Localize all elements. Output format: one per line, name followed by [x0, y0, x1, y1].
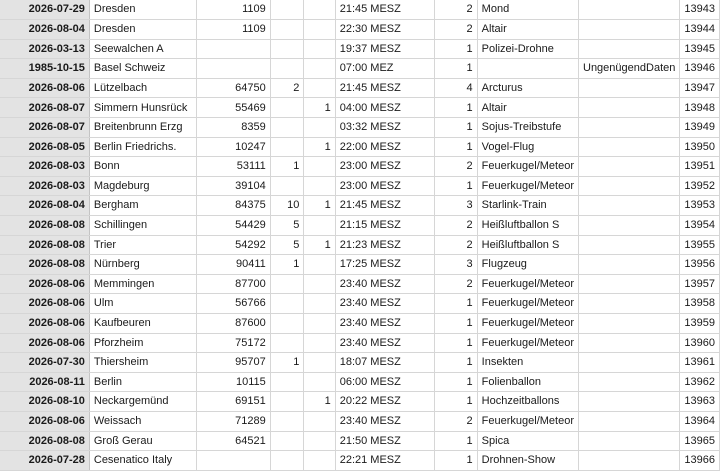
count-b-cell[interactable] — [304, 431, 335, 451]
count-b-cell[interactable] — [304, 39, 335, 59]
object-cell[interactable]: Heißluftballon S — [477, 216, 578, 236]
count-a-cell[interactable] — [270, 59, 304, 79]
count-cell[interactable]: 1 — [434, 353, 477, 373]
date-cell[interactable]: 2026-08-03 — [0, 176, 89, 196]
place-cell[interactable]: Trier — [89, 235, 196, 255]
time-cell[interactable]: 17:25 MESZ — [335, 255, 434, 275]
count-b-cell[interactable]: 1 — [304, 137, 335, 157]
postal-code-cell[interactable]: 64750 — [197, 78, 270, 98]
id-cell[interactable]: 13948 — [680, 98, 720, 118]
note-cell[interactable] — [579, 431, 680, 451]
object-cell[interactable]: Folienballon — [477, 372, 578, 392]
count-a-cell[interactable] — [270, 294, 304, 314]
note-cell[interactable] — [579, 353, 680, 373]
object-cell[interactable]: Altair — [477, 20, 578, 40]
note-cell[interactable] — [579, 20, 680, 40]
count-a-cell[interactable] — [270, 0, 304, 20]
time-cell[interactable]: 23:40 MESZ — [335, 294, 434, 314]
table-row — [0, 314, 720, 334]
date-cell[interactable]: 2026-08-06 — [0, 333, 89, 353]
count-b-cell[interactable]: 1 — [304, 392, 335, 412]
note-cell[interactable] — [579, 78, 680, 98]
time-cell[interactable]: 07:00 MEZ — [335, 59, 434, 79]
table-row — [0, 411, 720, 431]
note-cell[interactable] — [579, 98, 680, 118]
postal-code-cell[interactable]: 90411 — [197, 255, 270, 275]
count-cell[interactable]: 1 — [434, 314, 477, 334]
time-cell[interactable]: 23:40 MESZ — [335, 314, 434, 334]
date-cell[interactable]: 2026-08-06 — [0, 274, 89, 294]
count-a-cell[interactable]: 10 — [270, 196, 304, 216]
time-cell[interactable]: 19:37 MESZ — [335, 39, 434, 59]
time-cell[interactable]: 21:45 MESZ — [335, 0, 434, 20]
table-row — [0, 274, 720, 294]
count-cell[interactable]: 2 — [434, 274, 477, 294]
object-cell[interactable]: Spica — [477, 431, 578, 451]
place-cell[interactable]: Cesenatico Italy — [89, 451, 196, 471]
table-row — [0, 451, 720, 471]
object-cell[interactable] — [477, 59, 578, 79]
date-cell[interactable]: 2026-08-07 — [0, 98, 89, 118]
count-b-cell[interactable] — [304, 274, 335, 294]
count-cell[interactable]: 2 — [434, 235, 477, 255]
postal-code-cell[interactable] — [197, 59, 270, 79]
id-cell[interactable]: 13960 — [680, 333, 720, 353]
object-cell[interactable]: Polizei-Drohne — [477, 39, 578, 59]
count-a-cell[interactable] — [270, 431, 304, 451]
count-a-cell[interactable] — [270, 137, 304, 157]
date-cell[interactable]: 2026-03-13 — [0, 39, 89, 59]
date-cell[interactable]: 2026-08-10 — [0, 392, 89, 412]
id-cell[interactable]: 13965 — [680, 431, 720, 451]
count-b-cell[interactable] — [304, 333, 335, 353]
note-cell[interactable] — [579, 274, 680, 294]
count-cell[interactable]: 2 — [434, 411, 477, 431]
count-b-cell[interactable] — [304, 0, 335, 20]
object-cell[interactable]: Feuerkugel/Meteor — [477, 333, 578, 353]
postal-code-cell[interactable]: 84375 — [197, 196, 270, 216]
count-a-cell[interactable] — [270, 176, 304, 196]
id-cell[interactable]: 13947 — [680, 78, 720, 98]
time-cell[interactable]: 03:32 MESZ — [335, 118, 434, 138]
count-b-cell[interactable] — [304, 411, 335, 431]
object-cell[interactable]: Arcturus — [477, 78, 578, 98]
date-cell[interactable]: 2026-08-08 — [0, 235, 89, 255]
count-b-cell[interactable] — [304, 372, 335, 392]
count-a-cell[interactable]: 5 — [270, 216, 304, 236]
count-b-cell[interactable] — [304, 176, 335, 196]
date-cell[interactable]: 2026-07-29 — [0, 0, 89, 20]
postal-code-cell[interactable]: 75172 — [197, 333, 270, 353]
table-row — [0, 255, 720, 275]
postal-code-cell[interactable]: 53111 — [197, 157, 270, 177]
place-cell[interactable]: Simmern Hunsrück — [89, 98, 196, 118]
postal-code-cell[interactable]: 55469 — [197, 98, 270, 118]
object-cell[interactable]: Mond — [477, 0, 578, 20]
time-cell[interactable]: 21:45 MESZ — [335, 196, 434, 216]
id-cell[interactable]: 13944 — [680, 20, 720, 40]
time-cell[interactable]: 22:00 MESZ — [335, 137, 434, 157]
object-cell[interactable]: Feuerkugel/Meteor — [477, 157, 578, 177]
place-cell[interactable]: Ulm — [89, 294, 196, 314]
time-cell[interactable]: 22:30 MESZ — [335, 20, 434, 40]
place-cell[interactable]: Dresden — [89, 0, 196, 20]
time-cell[interactable]: 23:40 MESZ — [335, 274, 434, 294]
count-b-cell[interactable] — [304, 78, 335, 98]
postal-code-cell[interactable]: 54429 — [197, 216, 270, 236]
count-cell[interactable]: 1 — [434, 176, 477, 196]
object-cell[interactable]: Feuerkugel/Meteor — [477, 294, 578, 314]
object-cell[interactable]: Sojus-Treibstufe — [477, 118, 578, 138]
count-b-cell[interactable]: 1 — [304, 98, 335, 118]
time-cell[interactable]: 23:40 MESZ — [335, 333, 434, 353]
count-b-cell[interactable] — [304, 59, 335, 79]
place-cell[interactable]: Neckargemünd — [89, 392, 196, 412]
place-cell[interactable]: Bergham — [89, 196, 196, 216]
postal-code-cell[interactable]: 8359 — [197, 118, 270, 138]
place-cell[interactable]: Groß Gerau — [89, 431, 196, 451]
object-cell[interactable]: Flugzeug — [477, 255, 578, 275]
object-cell[interactable]: Feuerkugel/Meteor — [477, 274, 578, 294]
postal-code-cell[interactable] — [197, 39, 270, 59]
note-cell[interactable] — [579, 372, 680, 392]
postal-code-cell[interactable]: 69151 — [197, 392, 270, 412]
postal-code-cell[interactable]: 87600 — [197, 314, 270, 334]
postal-code-cell[interactable]: 39104 — [197, 176, 270, 196]
note-cell[interactable] — [579, 235, 680, 255]
date-cell[interactable]: 2026-08-08 — [0, 431, 89, 451]
table-row — [0, 0, 720, 20]
id-cell[interactable]: 13945 — [680, 39, 720, 59]
count-b-cell[interactable] — [304, 451, 335, 471]
table-row — [0, 176, 720, 196]
note-cell[interactable] — [579, 392, 680, 412]
object-cell[interactable]: Feuerkugel/Meteor — [477, 176, 578, 196]
date-cell[interactable]: 2026-08-05 — [0, 137, 89, 157]
id-cell[interactable]: 13959 — [680, 314, 720, 334]
note-cell[interactable] — [579, 216, 680, 236]
note-cell[interactable]: UngenügendDaten — [579, 59, 680, 79]
count-a-cell[interactable]: 1 — [270, 353, 304, 373]
count-b-cell[interactable] — [304, 157, 335, 177]
table-row — [0, 216, 720, 236]
note-cell[interactable] — [579, 333, 680, 353]
table-row — [0, 59, 720, 79]
date-cell[interactable]: 2026-08-11 — [0, 372, 89, 392]
table-row — [0, 118, 720, 138]
object-cell[interactable]: Feuerkugel/Meteor — [477, 314, 578, 334]
time-cell[interactable]: 21:23 MESZ — [335, 235, 434, 255]
note-cell[interactable] — [579, 294, 680, 314]
postal-code-cell[interactable]: 1109 — [197, 0, 270, 20]
place-cell[interactable]: Thiersheim — [89, 353, 196, 373]
date-cell[interactable]: 2026-08-06 — [0, 78, 89, 98]
date-cell[interactable]: 2026-07-28 — [0, 451, 89, 471]
table-row — [0, 39, 720, 59]
place-cell[interactable]: Nürnberg — [89, 255, 196, 275]
id-cell[interactable]: 13953 — [680, 196, 720, 216]
count-a-cell[interactable] — [270, 98, 304, 118]
count-cell[interactable]: 1 — [434, 294, 477, 314]
place-cell[interactable]: Breitenbrunn Erzg — [89, 118, 196, 138]
table-row — [0, 392, 720, 412]
id-cell[interactable]: 13951 — [680, 157, 720, 177]
time-cell[interactable]: 04:00 MESZ — [335, 98, 434, 118]
table-row — [0, 333, 720, 353]
id-cell[interactable]: 13952 — [680, 176, 720, 196]
id-cell[interactable]: 13956 — [680, 255, 720, 275]
place-cell[interactable]: Schillingen — [89, 216, 196, 236]
count-a-cell[interactable] — [270, 392, 304, 412]
count-a-cell[interactable] — [270, 118, 304, 138]
place-cell[interactable]: Lützelbach — [89, 78, 196, 98]
count-b-cell[interactable]: 1 — [304, 235, 335, 255]
date-cell[interactable]: 2026-08-07 — [0, 118, 89, 138]
count-b-cell[interactable] — [304, 294, 335, 314]
count-cell[interactable]: 2 — [434, 0, 477, 20]
date-cell[interactable]: 2026-07-30 — [0, 353, 89, 373]
object-cell[interactable]: Drohnen-Show — [477, 451, 578, 471]
count-cell[interactable]: 4 — [434, 78, 477, 98]
table-row — [0, 20, 720, 40]
table-row — [0, 157, 720, 177]
table-row — [0, 235, 720, 255]
table-row — [0, 431, 720, 451]
count-a-cell[interactable] — [270, 333, 304, 353]
id-cell[interactable]: 13963 — [680, 392, 720, 412]
table-row — [0, 196, 720, 216]
id-cell[interactable]: 13957 — [680, 274, 720, 294]
place-cell[interactable]: Berlin — [89, 372, 196, 392]
count-cell[interactable]: 1 — [434, 98, 477, 118]
count-cell[interactable]: 1 — [434, 333, 477, 353]
count-a-cell[interactable] — [270, 39, 304, 59]
place-cell[interactable]: Magdeburg — [89, 176, 196, 196]
id-cell[interactable]: 13964 — [680, 411, 720, 431]
date-cell[interactable]: 2026-08-06 — [0, 294, 89, 314]
time-cell[interactable]: 23:00 MESZ — [335, 157, 434, 177]
time-cell[interactable]: 23:00 MESZ — [335, 176, 434, 196]
note-cell[interactable] — [579, 39, 680, 59]
object-cell[interactable]: Hochzeitballons — [477, 392, 578, 412]
id-cell[interactable]: 13961 — [680, 353, 720, 373]
time-cell[interactable]: 21:15 MESZ — [335, 216, 434, 236]
count-b-cell[interactable] — [304, 314, 335, 334]
place-cell[interactable]: Memmingen — [89, 274, 196, 294]
note-cell[interactable] — [579, 0, 680, 20]
count-cell[interactable]: 2 — [434, 20, 477, 40]
time-cell[interactable]: 21:45 MESZ — [335, 78, 434, 98]
place-cell[interactable]: Pforzheim — [89, 333, 196, 353]
count-a-cell[interactable] — [270, 372, 304, 392]
count-a-cell[interactable] — [270, 411, 304, 431]
note-cell[interactable] — [579, 196, 680, 216]
count-cell[interactable]: 2 — [434, 216, 477, 236]
id-cell[interactable]: 13950 — [680, 137, 720, 157]
count-a-cell[interactable] — [270, 451, 304, 471]
count-b-cell[interactable] — [304, 20, 335, 40]
id-cell[interactable]: 13966 — [680, 451, 720, 471]
object-cell[interactable]: Starlink-Train — [477, 196, 578, 216]
count-b-cell[interactable] — [304, 216, 335, 236]
time-cell[interactable]: 18:07 MESZ — [335, 353, 434, 373]
date-cell[interactable]: 2026-08-06 — [0, 411, 89, 431]
date-cell[interactable]: 2026-08-08 — [0, 255, 89, 275]
object-cell[interactable]: Feuerkugel/Meteor — [477, 411, 578, 431]
id-cell[interactable]: 13955 — [680, 235, 720, 255]
object-cell[interactable]: Heißluftballon S — [477, 235, 578, 255]
count-a-cell[interactable] — [270, 20, 304, 40]
postal-code-cell[interactable]: 10247 — [197, 137, 270, 157]
table-row — [0, 294, 720, 314]
count-cell[interactable]: 1 — [434, 39, 477, 59]
count-cell[interactable]: 2 — [434, 157, 477, 177]
note-cell[interactable] — [579, 118, 680, 138]
time-cell[interactable]: 21:50 MESZ — [335, 431, 434, 451]
place-cell[interactable]: Dresden — [89, 20, 196, 40]
postal-code-cell[interactable]: 54292 — [197, 235, 270, 255]
time-cell[interactable]: 22:21 MESZ — [335, 451, 434, 471]
count-cell[interactable]: 1 — [434, 137, 477, 157]
table-row — [0, 372, 720, 392]
place-cell[interactable]: Weissach — [89, 411, 196, 431]
count-cell[interactable]: 1 — [434, 451, 477, 471]
id-cell[interactable]: 13954 — [680, 216, 720, 236]
date-cell[interactable]: 2026-08-06 — [0, 314, 89, 334]
table-row — [0, 98, 720, 118]
date-cell[interactable]: 1985-10-15 — [0, 59, 89, 79]
id-cell[interactable]: 13962 — [680, 372, 720, 392]
id-cell[interactable]: 13958 — [680, 294, 720, 314]
note-cell[interactable] — [579, 255, 680, 275]
count-cell[interactable]: 3 — [434, 196, 477, 216]
table-row — [0, 137, 720, 157]
count-cell[interactable]: 1 — [434, 59, 477, 79]
place-cell[interactable]: Bonn — [89, 157, 196, 177]
count-cell[interactable]: 1 — [434, 118, 477, 138]
count-a-cell[interactable]: 1 — [270, 255, 304, 275]
count-b-cell[interactable] — [304, 118, 335, 138]
postal-code-cell[interactable]: 10115 — [197, 372, 270, 392]
postal-code-cell[interactable]: 95707 — [197, 353, 270, 373]
count-cell[interactable]: 1 — [434, 431, 477, 451]
id-cell[interactable]: 13946 — [680, 59, 720, 79]
count-a-cell[interactable]: 1 — [270, 157, 304, 177]
object-cell[interactable]: Altair — [477, 98, 578, 118]
date-cell[interactable]: 2026-08-08 — [0, 216, 89, 236]
note-cell[interactable] — [579, 137, 680, 157]
count-b-cell[interactable] — [304, 255, 335, 275]
time-cell[interactable]: 23:40 MESZ — [335, 411, 434, 431]
note-cell[interactable] — [579, 411, 680, 431]
place-cell[interactable]: Basel Schweiz — [89, 59, 196, 79]
count-b-cell[interactable]: 1 — [304, 196, 335, 216]
table-row — [0, 78, 720, 98]
postal-code-cell[interactable]: 71289 — [197, 411, 270, 431]
note-cell[interactable] — [579, 176, 680, 196]
table-row — [0, 353, 720, 373]
time-cell[interactable]: 06:00 MESZ — [335, 372, 434, 392]
count-a-cell[interactable] — [270, 314, 304, 334]
object-cell[interactable]: Insekten — [477, 353, 578, 373]
postal-code-cell[interactable]: 87700 — [197, 274, 270, 294]
postal-code-cell[interactable]: 56766 — [197, 294, 270, 314]
time-cell[interactable]: 20:22 MESZ — [335, 392, 434, 412]
id-cell[interactable]: 13949 — [680, 118, 720, 138]
note-cell[interactable] — [579, 451, 680, 471]
place-cell[interactable]: Kaufbeuren — [89, 314, 196, 334]
count-cell[interactable]: 3 — [434, 255, 477, 275]
postal-code-cell[interactable]: 1109 — [197, 20, 270, 40]
count-a-cell[interactable]: 2 — [270, 78, 304, 98]
note-cell[interactable] — [579, 314, 680, 334]
date-cell[interactable]: 2026-08-04 — [0, 196, 89, 216]
count-cell[interactable]: 1 — [434, 392, 477, 412]
place-cell[interactable]: Seewalchen A — [89, 39, 196, 59]
count-b-cell[interactable] — [304, 353, 335, 373]
object-cell[interactable]: Vogel-Flug — [477, 137, 578, 157]
date-cell[interactable]: 2026-08-04 — [0, 20, 89, 40]
place-cell[interactable]: Berlin Friedrichs. — [89, 137, 196, 157]
count-cell[interactable]: 1 — [434, 372, 477, 392]
id-cell[interactable]: 13943 — [680, 0, 720, 20]
count-a-cell[interactable]: 5 — [270, 235, 304, 255]
count-a-cell[interactable] — [270, 274, 304, 294]
date-cell[interactable]: 2026-08-03 — [0, 157, 89, 177]
postal-code-cell[interactable] — [197, 451, 270, 471]
note-cell[interactable] — [579, 157, 680, 177]
postal-code-cell[interactable]: 64521 — [197, 431, 270, 451]
